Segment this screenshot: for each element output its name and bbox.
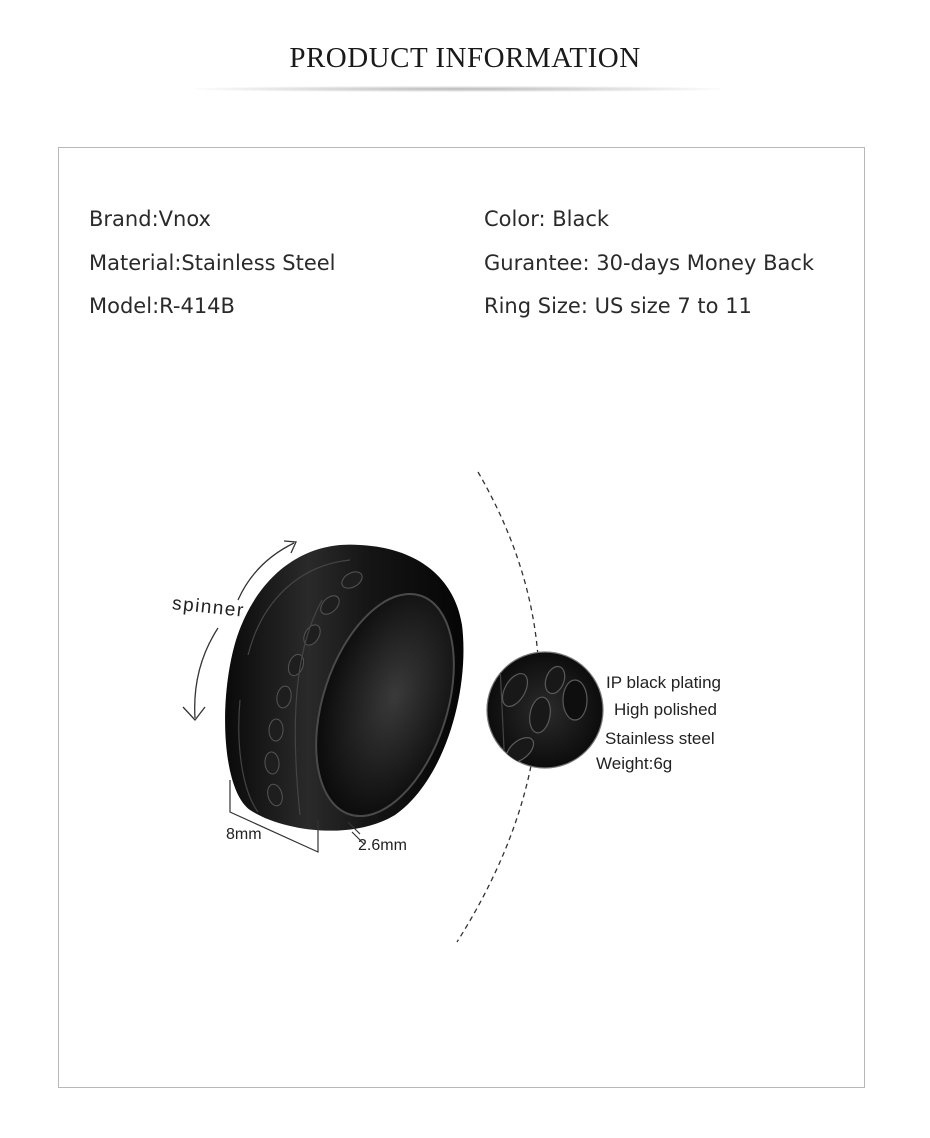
- spec-sep: :: [582, 251, 597, 275]
- spec-sep: :: [580, 294, 595, 318]
- callout-plating: IP black plating: [606, 673, 721, 692]
- thickness-label: 2.6mm: [358, 837, 407, 854]
- width-label: 8mm: [226, 826, 262, 843]
- spec-sep: :: [151, 207, 159, 231]
- spec-sep: :: [174, 251, 182, 275]
- spec-key: Brand: [89, 207, 152, 231]
- callout-weight: Weight:6g: [596, 754, 673, 773]
- spec-value: Stainless Steel: [181, 251, 336, 275]
- spec-value: Black: [552, 207, 610, 231]
- callout-material: Stainless steel: [605, 729, 715, 748]
- spec-sep: :: [152, 294, 160, 318]
- spec-value: Vnox: [158, 207, 211, 231]
- spec-key: Ring Size: [484, 294, 581, 318]
- spec-value: US size 7 to 11: [594, 294, 752, 318]
- spec-key: Color: [484, 207, 539, 231]
- spec-key: Model: [89, 294, 153, 318]
- spec-key: Material: [89, 251, 175, 275]
- spec-value: 30-days Money Back: [596, 251, 815, 275]
- spec-key: Gurantee: [484, 251, 583, 275]
- spec-sep: :: [538, 207, 553, 231]
- callout-polished: High polished: [614, 700, 718, 719]
- spinner-label: spinner: [171, 593, 246, 622]
- spec-value: R-414B: [159, 294, 235, 318]
- spinner-arrow-down: [195, 628, 218, 718]
- page-title: PRODUCT INFORMATION: [289, 42, 641, 74]
